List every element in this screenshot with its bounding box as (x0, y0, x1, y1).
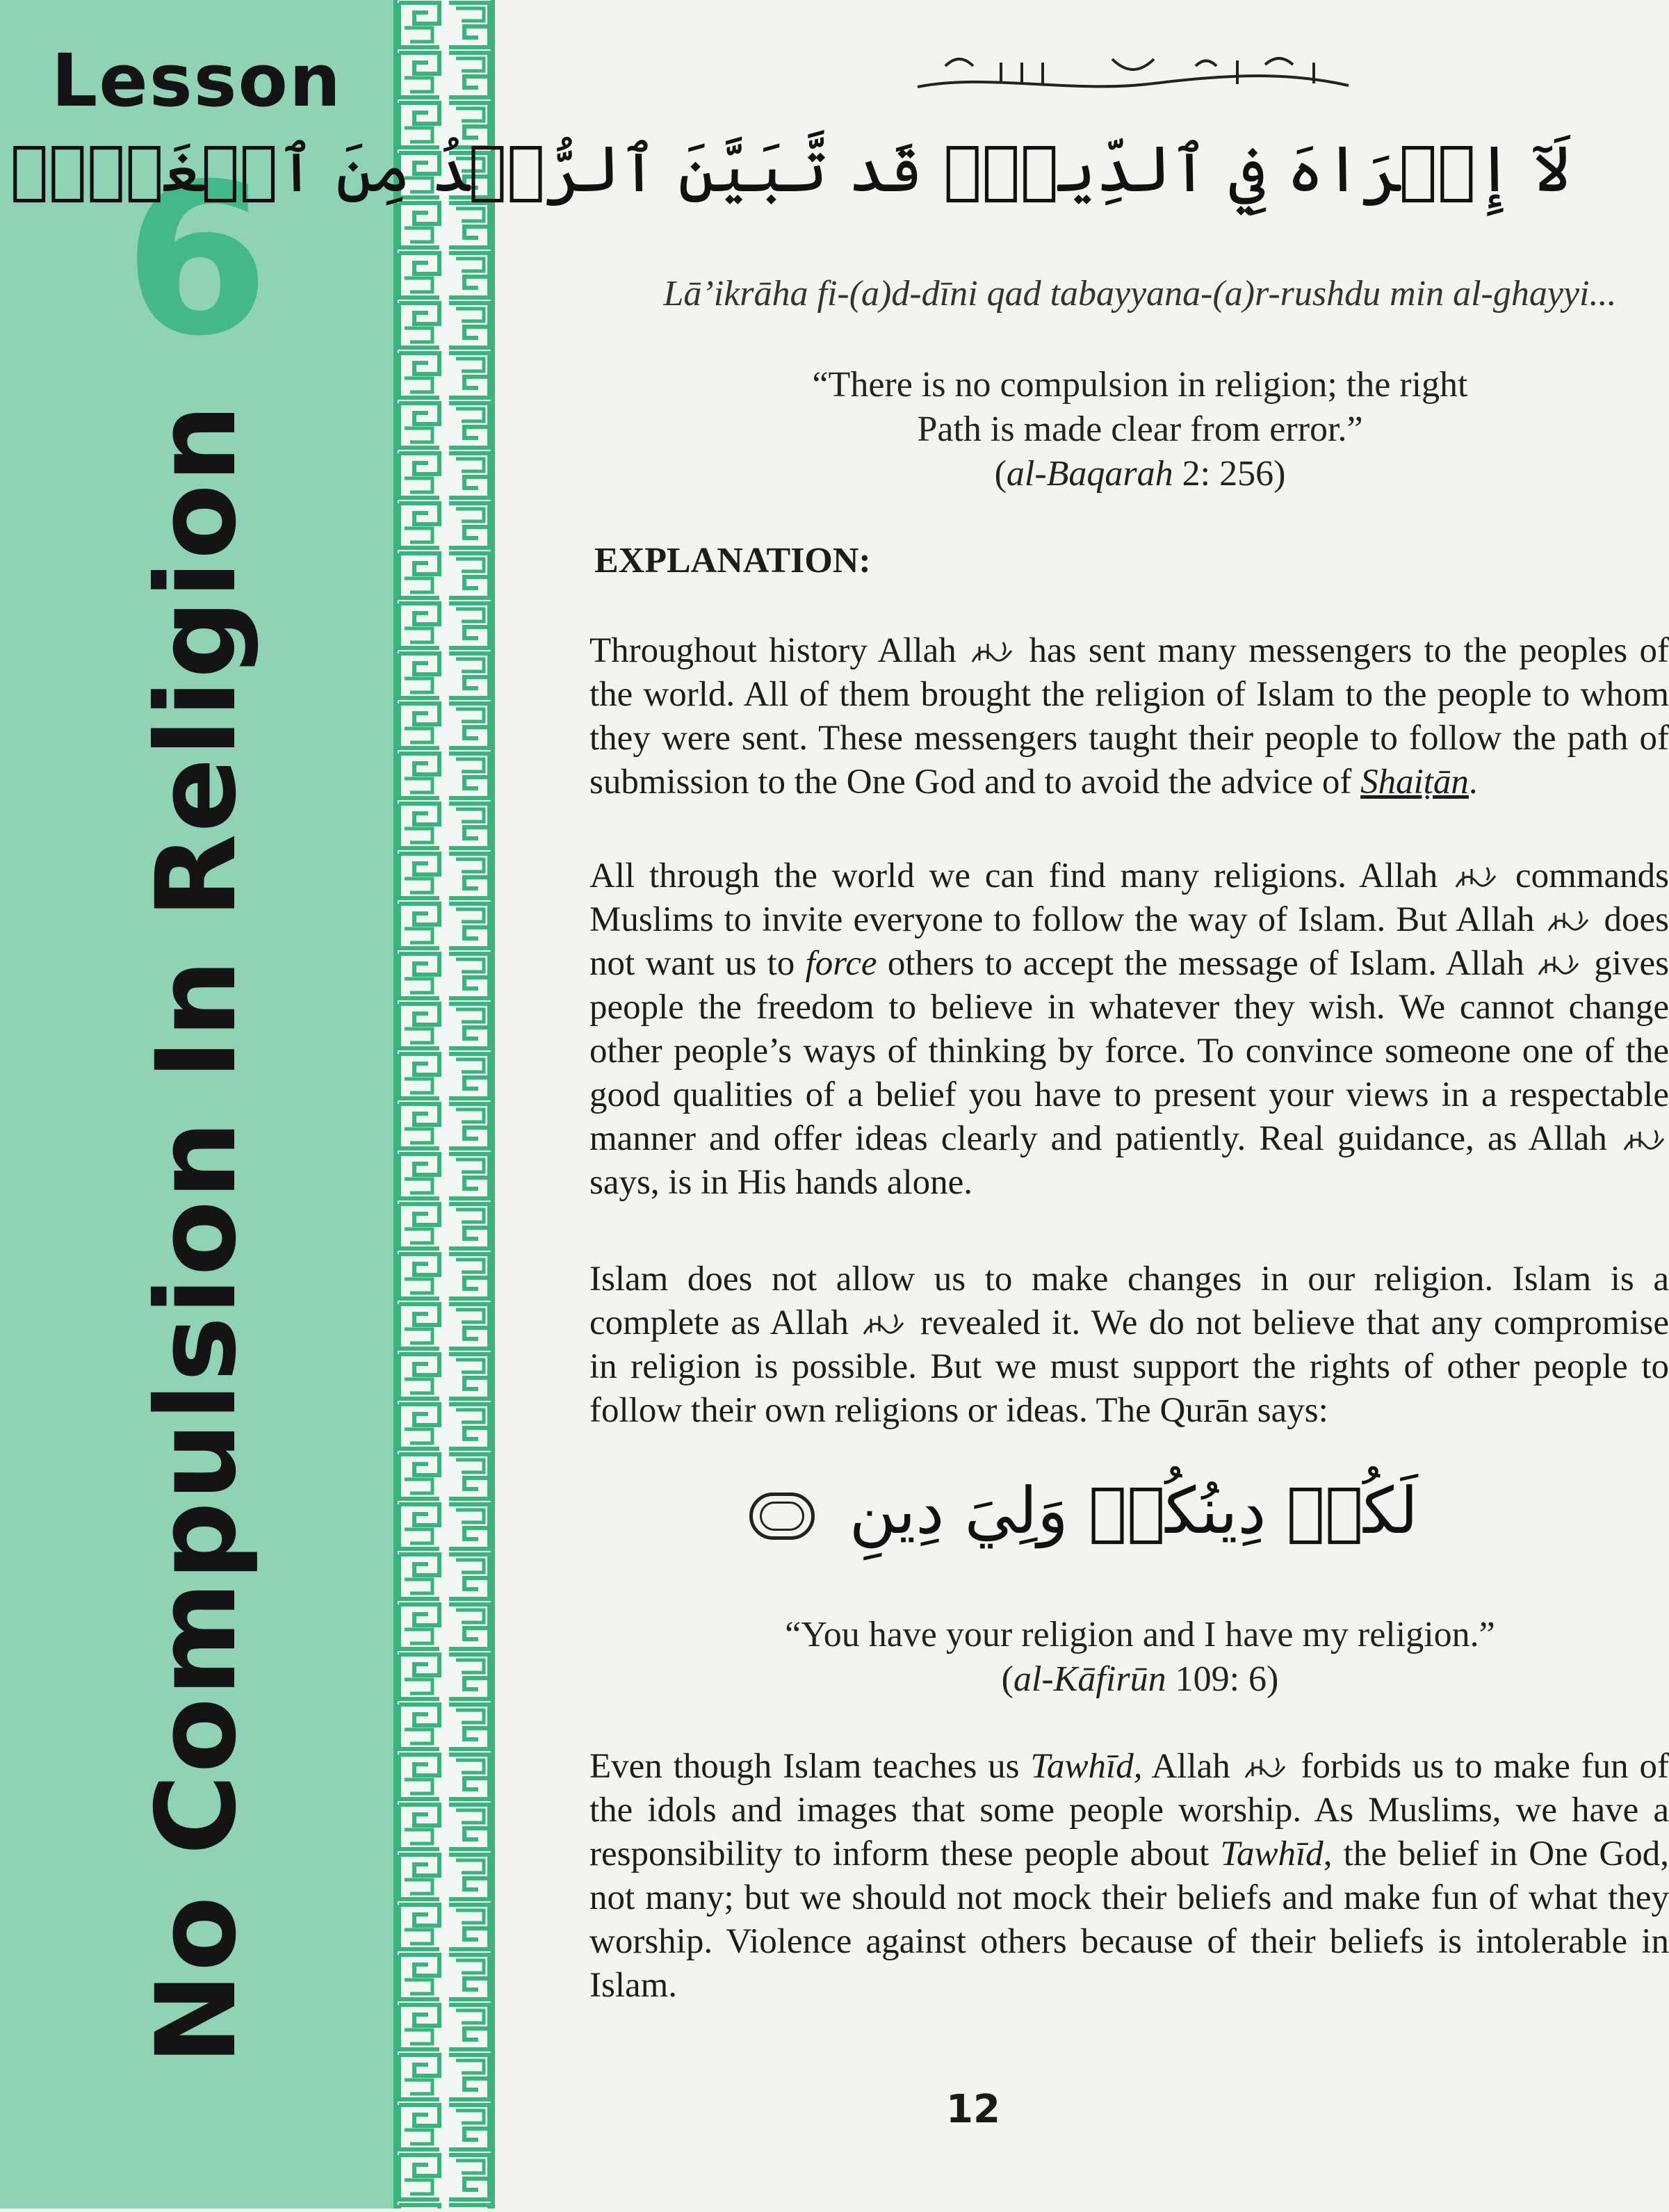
surah-name: al-Baqarah (1006, 454, 1173, 494)
paragraph (589, 629, 1669, 804)
text: . (1468, 763, 1478, 802)
text: says, is in His hands alone. (589, 1163, 973, 1202)
term-tawhid: Tawhīd (1220, 1835, 1324, 1873)
translation-line: “There is no compulsion in religion; the right (812, 365, 1468, 405)
text: Allah (1142, 1747, 1230, 1786)
surah-name: al-Kāfirūn (1013, 1659, 1166, 1699)
emphasis-force: force (805, 944, 877, 983)
decorative-border (393, 0, 495, 2209)
text: Islam does not allow us to make changes in our religion. Islam is a complete as Allah (589, 1260, 1669, 1342)
text: commands Muslims to invite everyone to follow the way of Islam. But Allah (589, 856, 1669, 939)
paragraph (589, 1745, 1669, 2008)
subhanahu-wa-taala-icon (1545, 906, 1593, 939)
section-heading: EXPLANATION: (594, 541, 871, 580)
text: gives people the freedom to believe in whatever they wish. We cannot change other people’s ways of thinking by force. To convince someone one of the good qualities of a belief you have to present your views in a respectable manner and offer ideas clearly and patiently. Real guidance, as Allah (589, 944, 1669, 1158)
subhanahu-wa-taala-icon (968, 637, 1017, 670)
text: Throughout history Allah (589, 631, 956, 670)
term-shaitan: Shaiṭān (1360, 763, 1469, 802)
term-tawhid: Tawhīd, (1030, 1747, 1143, 1786)
text: others to accept the message of Islam. Allah (877, 944, 1524, 983)
subhanahu-wa-taala-icon (860, 1309, 909, 1342)
greek-key-pattern-icon (393, 0, 495, 2209)
verse-number: 2: 256) (1173, 454, 1286, 494)
paragraph (589, 854, 1669, 1205)
translation-line: Path is made clear from error.” (917, 409, 1363, 449)
verse-reference: (al-Baqarah 2: 256) (994, 454, 1286, 494)
verse-reference: (al-Kāfirūn 109: 6) (1001, 1659, 1279, 1699)
text: , the belief in One God, not many; but we should not mock their beliefs and make fun of what they worship. Violence against others because of their beliefs is intolerable in Islam. (589, 1835, 1669, 2005)
lesson-title: No Compulsion In Religion (133, 402, 261, 2065)
text: forbids us to make fun of the idols and images that some people worship. As Muslims, we have a responsibility to inform these people about (589, 1747, 1669, 1873)
lesson-sidebar (0, 0, 393, 2209)
bismillah-calligraphy-icon (904, 45, 1362, 108)
text: does not want us to (589, 900, 1669, 983)
verse-translation (688, 1613, 1592, 1702)
verse-number: 109: 6) (1166, 1659, 1279, 1699)
subhanahu-wa-taala-icon (1452, 862, 1501, 895)
subhanahu-wa-taala-icon (1241, 1752, 1290, 1786)
lesson-number: 6 (124, 139, 270, 382)
text: All through the world we can find many religions. Allah (589, 856, 1438, 895)
verse-arabic (820, 1474, 1418, 1548)
verse-translation (688, 363, 1592, 496)
page-number: 12 (946, 2087, 1000, 2132)
subhanahu-wa-taala-icon (1620, 1125, 1669, 1158)
subhanahu-wa-taala-icon (1535, 950, 1583, 983)
verse-text: لَكُمۡ دِينُكُمۡ وَلِيَ دِينِ (849, 1474, 1418, 1548)
lesson-label: Lesson (51, 38, 343, 123)
verse-arabic: لَآ إِكۡرَاهَ فِي ٱلدِّينِۖ قَد تَّبَيَّنَ ٱلرُّشۡدُ مِنَ ٱلۡغَيِّۚ (10, 132, 1571, 206)
verse-transliteration: Lā’ikrāha fi-(a)d-dīni qad tabayyana-(a)r-rushdu min al-ghayyi... (663, 274, 1617, 314)
text: revealed it. We do not believe that any compromise in religion is possible. But we must support the rights of other people to follow their own religions or ideas. The Qurān says: (589, 1303, 1669, 1430)
ayah-end-marker-icon (749, 1493, 815, 1540)
paragraph (589, 1258, 1669, 1433)
text: has sent many messengers to the peoples of the world. All of them brought the religion of Islam to the people to whom they were sent. These messengers taught their people to follow the path of submission to the One God and to avoid the advice of (589, 631, 1669, 802)
text: Even though Islam teaches us (589, 1747, 1031, 1786)
translation-line: “You have your religion and I have my religion.” (785, 1615, 1495, 1654)
